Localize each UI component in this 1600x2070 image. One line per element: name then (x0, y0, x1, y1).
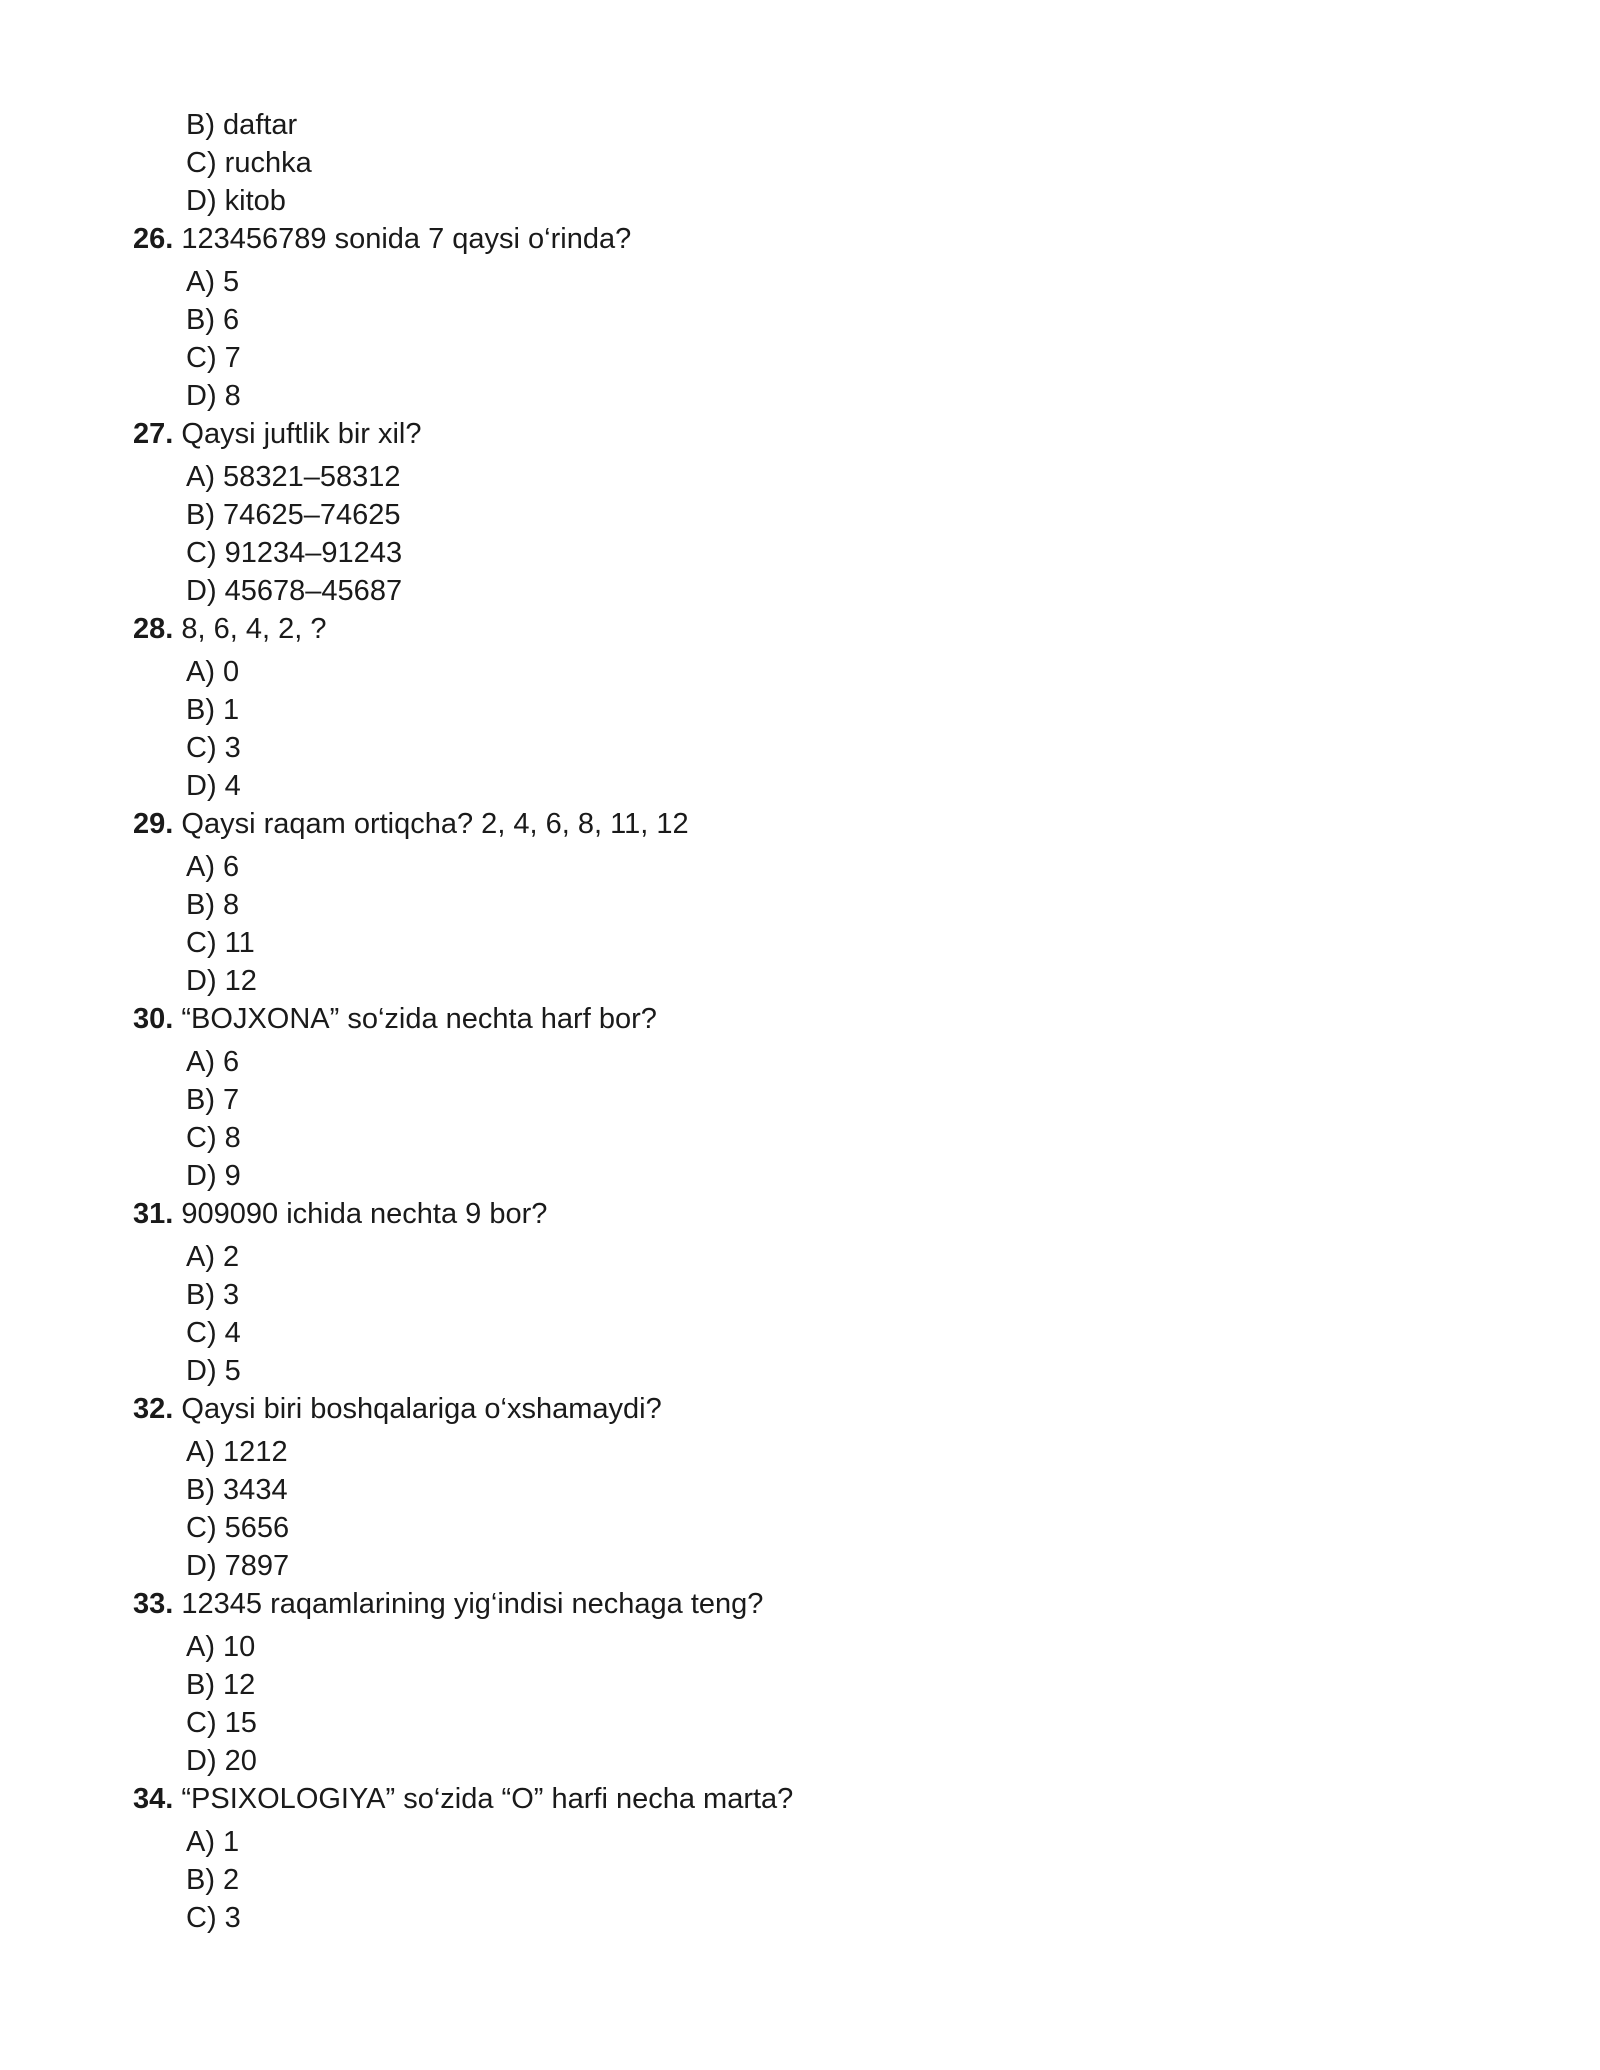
question-number: 30. (133, 1003, 174, 1035)
question-text: 123456789 sonida 7 qaysi o‘rinda? (173, 223, 632, 255)
option: A) 58321–58312 (186, 461, 401, 493)
option: B) 6 (186, 304, 240, 336)
question-number: 26. (133, 223, 174, 255)
option-list (133, 458, 1433, 610)
option: B) daftar (186, 109, 298, 141)
option: D) 5 (186, 1355, 241, 1387)
option: C) 4 (186, 1317, 241, 1349)
option-list (133, 1238, 1433, 1390)
option: A) 10 (186, 1631, 256, 1663)
option-list (133, 1823, 1433, 1937)
option: D) 20 (186, 1745, 257, 1777)
quiz-list (133, 106, 1433, 1937)
option: A) 5 (186, 266, 240, 298)
option: B) 1 (186, 694, 240, 726)
option: D) 9 (186, 1160, 241, 1192)
question-number: 34. (133, 1783, 174, 1815)
question-text: “PSIXOLOGIYA” so‘zida “O” harfi necha marta? (173, 1783, 794, 1815)
question-text: Qaysi juftlik bir xil? (173, 418, 422, 450)
question-text: 909090 ichida nechta 9 bor? (173, 1198, 548, 1230)
question-27 (133, 415, 1433, 610)
question-number: 32. (133, 1393, 174, 1425)
option: A) 0 (186, 656, 240, 688)
question-line (133, 415, 1433, 453)
question-line (133, 1000, 1433, 1038)
question-number: 28. (133, 613, 174, 645)
option: B) 8 (186, 889, 240, 921)
option: B) 12 (186, 1669, 256, 1701)
option: A) 1212 (186, 1436, 288, 1468)
question-text: 8, 6, 4, 2, ? (173, 613, 327, 645)
option: C) 7 (186, 342, 241, 374)
question-text: 12345 raqamlarining yig‘indisi nechaga teng? (173, 1588, 764, 1620)
option: B) 7 (186, 1084, 240, 1116)
question-line (133, 1390, 1433, 1428)
question-28 (133, 610, 1433, 805)
question-line (133, 805, 1433, 843)
question-33 (133, 1585, 1433, 1780)
question-26 (133, 220, 1433, 415)
question-number: 31. (133, 1198, 174, 1230)
option-list (133, 1628, 1433, 1780)
question-number: 33. (133, 1588, 174, 1620)
option: C) 11 (186, 927, 255, 959)
option: C) 3 (186, 732, 241, 764)
question-32 (133, 1390, 1433, 1585)
option: B) 3 (186, 1279, 240, 1311)
question-line (133, 610, 1433, 648)
carryover-options (133, 106, 1433, 220)
option: A) 6 (186, 1046, 240, 1078)
question-34 (133, 1780, 1433, 1937)
option-list (133, 1433, 1433, 1585)
question-line (133, 1780, 1433, 1818)
option: B) 3434 (186, 1474, 288, 1506)
option: C) 91234–91243 (186, 537, 403, 569)
option: A) 2 (186, 1241, 240, 1273)
option: B) 2 (186, 1864, 240, 1896)
option: D) 4 (186, 770, 241, 802)
question-29 (133, 805, 1433, 1000)
option-list (133, 263, 1433, 415)
question-line (133, 1585, 1433, 1623)
option: D) 45678–45687 (186, 575, 403, 607)
option: D) 7897 (186, 1550, 290, 1582)
question-line (133, 220, 1433, 258)
question-line (133, 1195, 1433, 1233)
option: A) 1 (186, 1826, 240, 1858)
option: D) 8 (186, 380, 241, 412)
question-text: “BOJXONA” so‘zida nechta harf bor? (173, 1003, 657, 1035)
question-text: Qaysi raqam ortiqcha? 2, 4, 6, 8, 11, 12 (173, 808, 689, 840)
question-number: 29. (133, 808, 174, 840)
option: C) ruchka (186, 147, 312, 179)
option: C) 8 (186, 1122, 241, 1154)
option: C) 15 (186, 1707, 257, 1739)
option-list (133, 848, 1433, 1000)
option: B) 74625–74625 (186, 499, 401, 531)
question-30 (133, 1000, 1433, 1195)
question-text: Qaysi biri boshqalariga o‘xshamaydi? (173, 1393, 662, 1425)
question-number: 27. (133, 418, 174, 450)
option: C) 3 (186, 1902, 241, 1934)
option: C) 5656 (186, 1512, 290, 1544)
option-list (133, 1043, 1433, 1195)
option: D) kitob (186, 185, 286, 217)
option: A) 6 (186, 851, 240, 883)
option-list (133, 653, 1433, 805)
option: D) 12 (186, 965, 257, 997)
question-31 (133, 1195, 1433, 1390)
